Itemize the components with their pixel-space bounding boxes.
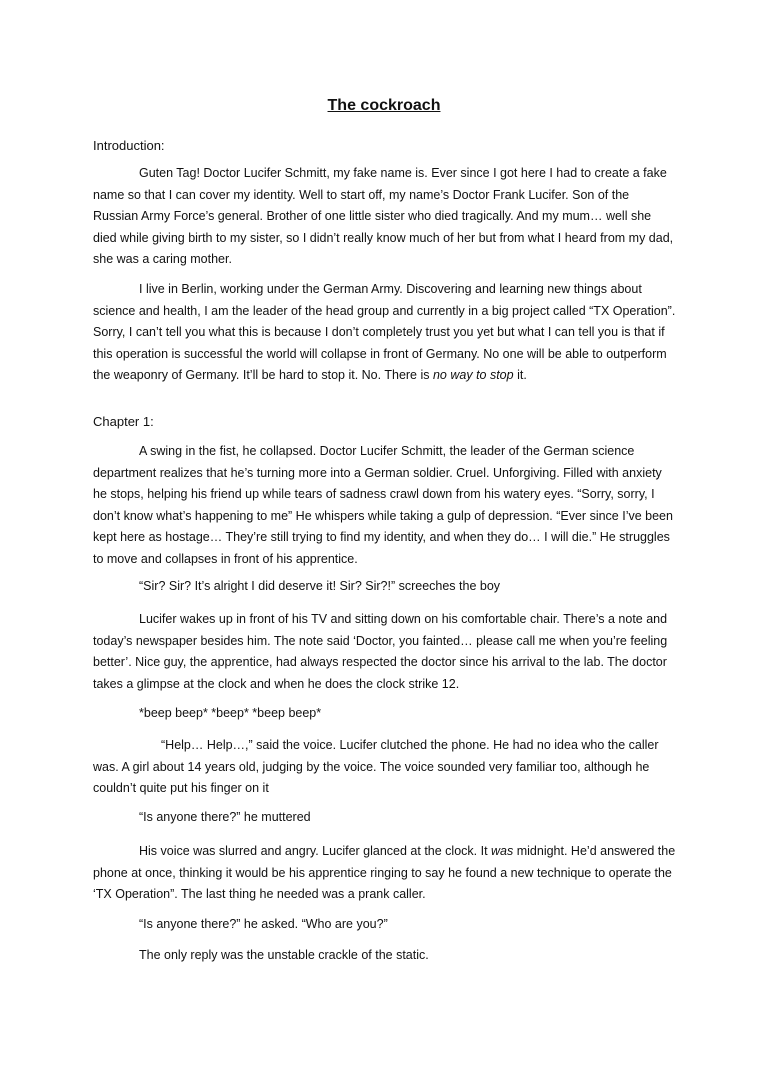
chapter-1-paragraph-5-text: “Help… Help…,” said the voice. Lucifer clutched the phone. He had no idea who the caller was. A girl about 14 years old, judging by the voice. The voice sounded very familiar too, although he couldn’t quite put his finger on it — [93, 738, 659, 796]
chapter-1-paragraph-7-emphasis: was — [491, 844, 514, 858]
chapter-1-paragraph-4-text: *beep beep* *beep* *beep beep* — [139, 706, 322, 720]
intro-paragraph-2-text-b: it. — [513, 368, 527, 383]
chapter-1-paragraph-9-text: The only reply was the unstable crackle of the static. — [139, 948, 429, 962]
document-title: The cockroach — [327, 97, 441, 114]
chapter-1-paragraph-8-text: “Is anyone there?” he asked. “Who are you?” — [139, 917, 388, 931]
chapter-1-paragraph-6 — [93, 807, 677, 829]
chapter-1-paragraph-8 — [93, 914, 677, 936]
chapter-1-paragraph-6-text: “Is anyone there?” he muttered — [139, 810, 311, 824]
intro-paragraph-1-text: Guten Tag! Doctor Lucifer Schmitt, my fake name is. Ever since I got here I had to create a fake name so that I can cover my identity. Well to start off, my name’s Doctor Frank Lucifer. Son of the Russian Army Force’s general. Brother of one little sister who died tragically. And my mum… well she died while giving birth to my sister, so I didn’t really know much of her but from what I heard from my dad, she was a caring mother. — [93, 166, 674, 267]
chapter-1-paragraph-3 — [93, 609, 677, 695]
introduction-heading: Introduction: — [93, 138, 165, 153]
chapter-1-paragraph-5 — [93, 735, 677, 800]
chapter-1-paragraph-2 — [93, 576, 677, 598]
chapter-1-paragraph-9 — [93, 945, 677, 967]
intro-paragraph-2-emphasis: no way to stop — [432, 368, 514, 383]
intro-paragraph-2-text-a: I live in Berlin, working under the German Army. Discovering and learning new things about science and health, I am the leader of the head group and currently in a big project called “TX Operation”. Sorry, I can’t tell you what this is because I don’t completely trust you yet but what I can tell you is that if this operation is successful the world will collapse in front of Germany. No one will be able to outperform the weaponry of Germany. It’ll be hard to stop it. No. There is — [93, 282, 676, 383]
chapter-1-heading: Chapter 1: — [93, 414, 154, 429]
intro-paragraph-1 — [93, 163, 677, 271]
chapter-1-paragraph-7-text-a: His voice was slurred and angry. Lucifer glanced at the clock. It — [139, 844, 492, 858]
chapter-1-paragraph-3-text: Lucifer wakes up in front of his TV and sitting down on his comfortable chair. There’s a note and today’s newspaper besides him. The note said ‘Doctor, you fainted… please call me when you’re feeling better’. Nice guy, the apprentice, had always respected the doctor since his arrival to the lab. The doctor takes a glimpse at the clock and when he does the clock strike 12. — [93, 612, 668, 691]
intro-paragraph-2 — [93, 279, 677, 387]
chapter-1-paragraph-1-text: A swing in the fist, he collapsed. Doctor Lucifer Schmitt, the leader of the German science department realizes that he’s turning more into a German soldier. Cruel. Unforgiving. Filled with anxiety he stops, helping his friend up while tears of sadness crawl down from his watery eyes. “Sorry, sorry, I don’t know what’s happening to me” He whispers while taking a gulp of depression. “Ever since I’ve been kept here as hostage… They’re still trying to find my identity, and when they do… I will die.” He struggles to move and collapses in front of his apprentice. — [93, 444, 673, 566]
chapter-1-paragraph-7-text-b: midnight. He’d answered the phone at once, thinking it would be his apprentice ringing to say he found a new technique to operate the ‘TX Operation”. The last thing he needed was a prank caller. — [93, 844, 676, 902]
chapter-1-paragraph-7 — [93, 841, 677, 906]
chapter-1-paragraph-4 — [93, 703, 677, 725]
chapter-1-paragraph-2-text: “Sir? Sir? It’s alright I did deserve it! Sir? Sir?!” screeches the boy — [139, 579, 501, 593]
chapter-1-paragraph-1 — [93, 441, 677, 571]
